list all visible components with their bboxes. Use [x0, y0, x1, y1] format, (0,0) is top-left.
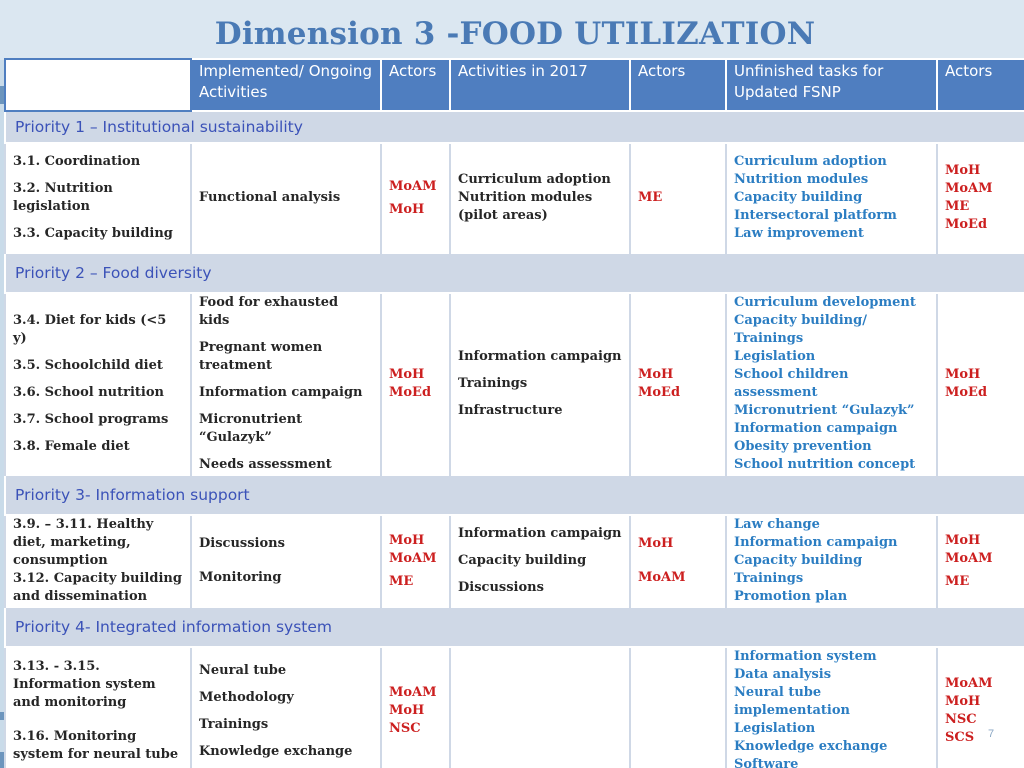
- task: Obesity prevention: [734, 439, 872, 454]
- activity: Infrastructure: [458, 403, 563, 418]
- table-header-row: [5, 59, 1024, 111]
- actors-2017-cell: [630, 515, 726, 607]
- implemented-cell: [191, 515, 381, 607]
- implemented-item: Discussions: [199, 536, 285, 551]
- implemented-item: Food for exhausted kids: [199, 295, 339, 328]
- header-activities-2017: Activities in 2017: [450, 59, 630, 111]
- actors-cell: [381, 515, 450, 607]
- actor: MoH: [638, 536, 674, 551]
- implemented-item: Methodology: [199, 689, 294, 705]
- actor: NSC: [389, 721, 421, 736]
- actor: MoAM: [945, 550, 993, 566]
- task: Micronutrient “Gulazyk”: [734, 403, 915, 418]
- task: Capacity building: [734, 190, 863, 205]
- item: 3.2. Nutrition legislation: [13, 181, 113, 214]
- actor: MoEd: [945, 217, 988, 232]
- actor: MoAM: [389, 685, 437, 700]
- actors-2017-cell: [630, 143, 726, 253]
- implemented-item: Knowledge exchange: [199, 743, 353, 759]
- actors-2017-cell: [630, 647, 726, 768]
- actor: ME: [389, 573, 414, 589]
- actor: MoAM: [389, 178, 437, 194]
- actor: ME: [945, 573, 970, 589]
- activity: Capacity building: [458, 553, 587, 568]
- task: Neural tube implementation: [734, 685, 850, 718]
- actor: MoH: [389, 532, 425, 548]
- task: Capacity building/: [734, 313, 867, 328]
- actors-cell: [381, 647, 450, 768]
- activity: (pilot areas): [458, 208, 548, 223]
- unfinished-cell: [726, 143, 937, 253]
- implemented-item: Trainings: [199, 716, 269, 732]
- table-row: [5, 515, 1024, 607]
- activity: Information campaign: [458, 526, 622, 541]
- item: 3.13. - 3.15. Information system and monitoring: [13, 659, 156, 710]
- actor: MoEd: [945, 385, 988, 400]
- item: 3.3. Capacity building: [13, 226, 173, 241]
- task: School nutrition concept: [734, 457, 916, 472]
- items-cell: [5, 143, 191, 253]
- priority-label: Priority 4- Integrated information system: [5, 607, 1024, 647]
- activities-2017-cell: [450, 515, 630, 607]
- task: Information campaign: [734, 421, 898, 436]
- activities-2017-cell: [450, 293, 630, 475]
- item: 3.9. – 3.11. Healthy diet, marketing, consumption: [13, 517, 154, 568]
- actor: SCS: [945, 730, 975, 745]
- item: 3.4. Diet for kids (<5 y): [13, 313, 167, 346]
- food-utilization-table: [4, 58, 1024, 768]
- task: Curriculum adoption: [734, 154, 887, 169]
- actors-unfinished-cell: [937, 293, 1024, 475]
- task: Legislation: [734, 721, 816, 736]
- task: Capacity building: [734, 553, 863, 568]
- actor: ME: [945, 199, 970, 214]
- activity: Curriculum adoption: [458, 172, 611, 187]
- item: 3.6. School nutrition: [13, 385, 164, 400]
- implemented-item: Functional analysis: [199, 190, 341, 205]
- actors-unfinished-cell: [937, 143, 1024, 253]
- unfinished-cell: [726, 293, 937, 475]
- items-cell: [5, 647, 191, 768]
- table-row: [5, 143, 1024, 253]
- item: 3.1. Coordination: [13, 154, 141, 169]
- item: 3.16. Monitoring system for neural tube: [13, 729, 179, 762]
- priority-row: [5, 111, 1024, 143]
- actor: MoEd: [638, 385, 681, 400]
- header-actors: Actors: [937, 59, 1024, 111]
- items-cell: [5, 515, 191, 607]
- item: 3.7. School programs: [13, 412, 169, 427]
- priority-label: Priority 1 – Institutional sustainability: [5, 111, 1024, 143]
- header-actors: Actors: [630, 59, 726, 111]
- actor: MoAM: [389, 550, 437, 566]
- task: Knowledge exchange: [734, 739, 888, 754]
- actor: MoH: [945, 694, 981, 709]
- task: Promotion plan: [734, 589, 848, 604]
- item: 3.12. Capacity building and dissemination: [13, 571, 182, 604]
- unfinished-cell: [726, 647, 937, 768]
- actor: MoH: [945, 163, 981, 178]
- unfinished-cell: [726, 515, 937, 607]
- implemented-item: Monitoring: [199, 570, 282, 585]
- actors-2017-cell: [630, 293, 726, 475]
- task: Software: [734, 757, 799, 768]
- item: 3.8. Female diet: [13, 439, 130, 454]
- implemented-cell: [191, 143, 381, 253]
- actors-unfinished-cell: [937, 515, 1024, 607]
- header-empty: [5, 59, 191, 111]
- priority-row: [5, 253, 1024, 293]
- actor: MoH: [945, 532, 981, 548]
- priority-label: Priority 2 – Food diversity: [5, 253, 1024, 293]
- actor: ME: [638, 190, 663, 205]
- implemented-item: Micronutrient “Gulazyk”: [199, 412, 303, 445]
- activity: Trainings: [458, 376, 528, 391]
- implemented-cell: [191, 647, 381, 768]
- implemented-item: Needs assessment: [199, 457, 332, 472]
- task: Intersectoral platform: [734, 208, 897, 223]
- activity: Discussions: [458, 580, 544, 595]
- page-title: Dimension 3 -FOOD UTILIZATION: [214, 16, 816, 52]
- task: Curriculum development: [734, 295, 916, 310]
- table-row: [5, 647, 1024, 768]
- actor: NSC: [945, 712, 977, 727]
- actor: MoH: [638, 367, 674, 382]
- actor: MoH: [945, 367, 981, 382]
- implemented-item: Information campaign: [199, 385, 363, 400]
- header-implemented: Implemented/ Ongoing Activities: [191, 59, 381, 111]
- task: Law improvement: [734, 226, 864, 241]
- actor: MoH: [389, 703, 425, 718]
- task: Data analysis: [734, 667, 832, 682]
- task: Trainings: [734, 331, 804, 346]
- priority-row: [5, 475, 1024, 515]
- actors-cell: [381, 293, 450, 475]
- activity: Information campaign: [458, 349, 622, 364]
- actor: MoH: [389, 367, 425, 382]
- task: School children assessment: [734, 367, 849, 400]
- items-cell: [5, 293, 191, 475]
- actor: MoAM: [945, 181, 993, 196]
- header-actors: Actors: [381, 59, 450, 111]
- slide-number: 7: [988, 728, 995, 740]
- actor: MoAM: [945, 676, 993, 691]
- activities-2017-cell: [450, 647, 630, 768]
- task: Law change: [734, 517, 820, 532]
- task: Legislation: [734, 349, 816, 364]
- actors-unfinished-cell: [937, 647, 1024, 768]
- priority-row: [5, 607, 1024, 647]
- activity: Nutrition modules: [458, 190, 593, 205]
- actors-cell: [381, 143, 450, 253]
- task: Trainings: [734, 571, 804, 586]
- implemented-cell: [191, 293, 381, 475]
- implemented-item: Neural tube: [199, 662, 287, 678]
- task: Nutrition modules: [734, 172, 869, 187]
- actor: MoH: [389, 201, 425, 217]
- task: Information system: [734, 649, 877, 664]
- table-row: [5, 293, 1024, 475]
- actor: MoEd: [389, 385, 432, 400]
- header-unfinished-tasks: Unfinished tasks for Updated FSNP: [726, 59, 937, 111]
- priority-label: Priority 3- Information support: [5, 475, 1024, 515]
- implemented-item: Pregnant women treatment: [199, 340, 323, 373]
- actor: MoAM: [638, 570, 686, 585]
- task: Information campaign: [734, 535, 898, 550]
- item: 3.5. Schoolchild diet: [13, 358, 163, 373]
- activities-2017-cell: [450, 143, 630, 253]
